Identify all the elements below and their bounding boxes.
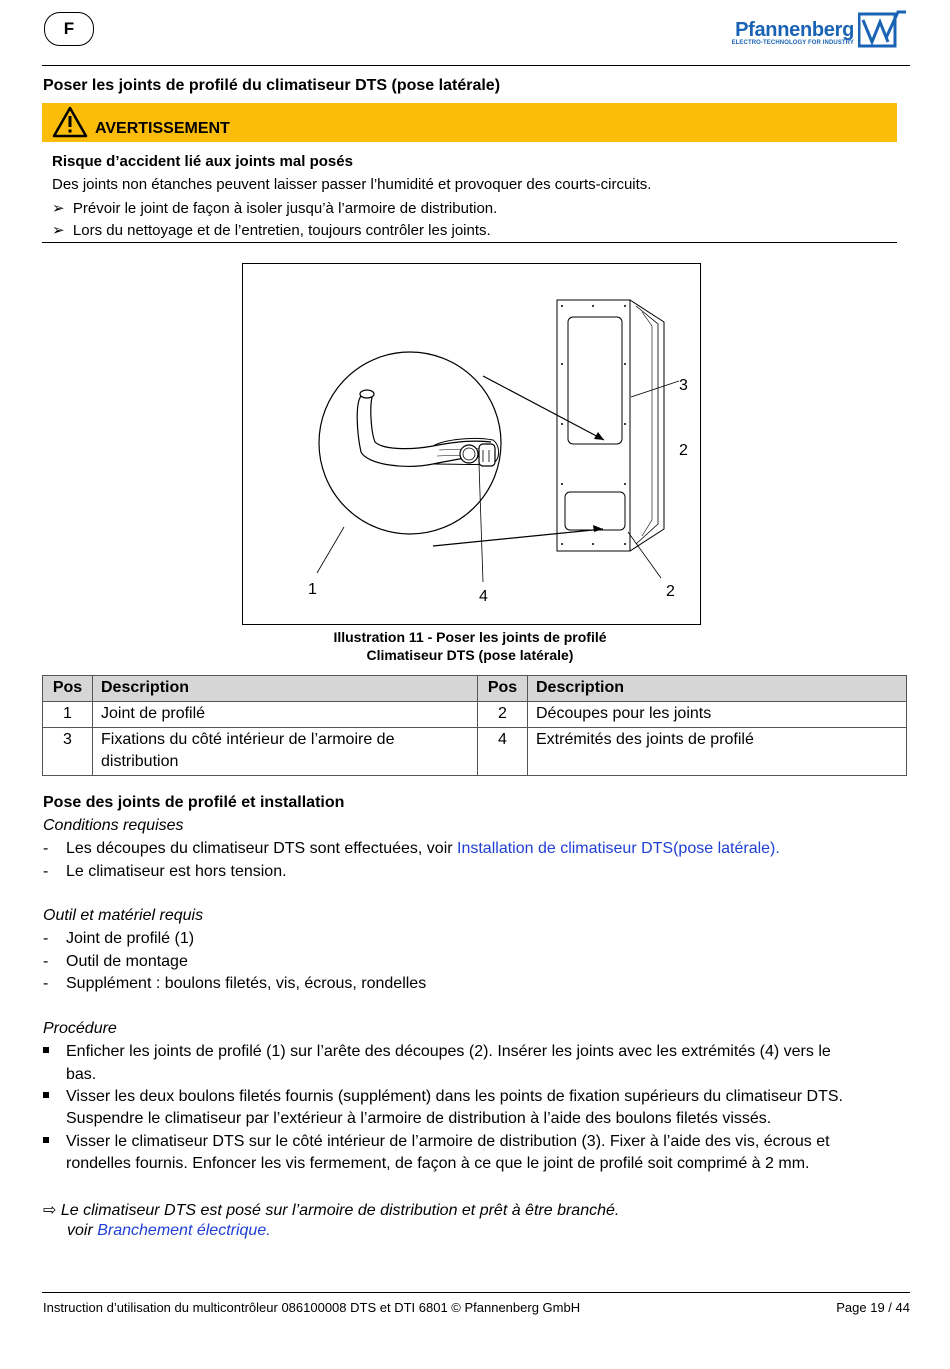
list-item: - Le climatiseur est hors tension. (43, 863, 287, 880)
callout-2: 2 (666, 583, 675, 600)
table-cell: 1 (43, 702, 93, 728)
pfannenberg-logo-icon (858, 8, 910, 48)
list-item: - Les découpes du climatiseur DTS sont effectuées, voir Installation de climatiseur DTS(pose latérale). (43, 840, 780, 857)
result-see: voir Branchement électrique. (67, 1222, 271, 1239)
list-item: - Outil de montage (43, 953, 188, 970)
warning-bullet: ➢ Lors du nettoyage et de l’entretien, toujours contrôler les joints. (52, 222, 491, 239)
install-dts-link[interactable]: Installation de climatiseur DTS(pose latérale). (457, 840, 780, 857)
callout-2: 2 (679, 442, 688, 459)
square-bullet-icon (43, 1047, 49, 1053)
arrow-bullet-icon: ➢ (52, 222, 65, 239)
table-header: Pos (43, 676, 93, 702)
arrow-bullet-icon: ➢ (52, 200, 65, 217)
figure-caption: Illustration 11 - Poser les joints de profilé (333, 629, 607, 645)
list-item: - Supplément : boulons filetés, vis, écrous, rondelles (43, 975, 427, 992)
warning-triangle-icon (52, 106, 88, 138)
figure-caption-sub: Climatiseur DTS (pose latérale) (366, 647, 574, 663)
warning-text: Des joints non étanches peuvent laisser passer l’humidité et provoquer des courts-circuits. (52, 176, 652, 193)
list-item: - Joint de profilé (1) (43, 930, 195, 947)
table-cell: Fixations du côté intérieur de l’armoire de distribution (93, 728, 478, 776)
result-arrow-icon: ⇨ (43, 1202, 57, 1219)
table-cell: 2 (478, 702, 528, 728)
table-header-row (43, 676, 907, 702)
illustration-frame (242, 263, 701, 625)
footer-divider (42, 1292, 910, 1293)
table-header: Description (528, 676, 907, 702)
procedure-step: Visser les deux boulons filetés fournis (supplément) dans les points de fixation supérieurs du climatiseur DTS. (43, 1088, 843, 1106)
callout-1: 1 (308, 581, 317, 598)
procedure-title: Procédure (43, 1020, 117, 1037)
callout-3: 3 (679, 377, 688, 394)
install-title: Pose des joints de profilé et installation (43, 794, 345, 811)
procedure-step-cont: rondelles fournis. Enfoncer les vis fermement, de façon à ce que le joint de profilé soit comprimé à 2 mm. (66, 1155, 810, 1172)
procedure-step-cont: Suspendre le climatiseur par l’extérieur à l’armoire de distribution à l’aide des boulons filetés vissés. (66, 1110, 772, 1127)
position-table (42, 675, 907, 776)
table-row (43, 702, 907, 728)
table-header: Pos (478, 676, 528, 702)
table-cell: 3 (43, 728, 93, 776)
table-cell: 4 (478, 728, 528, 776)
header-divider (42, 65, 910, 66)
conditions-title: Conditions requises (43, 817, 184, 834)
procedure-step-cont: bas. (66, 1066, 97, 1083)
warning-heading: Risque d’accident lié aux joints mal posés (52, 153, 353, 170)
result-line: ⇨ Le climatiseur DTS est posé sur l’armoire de distribution et prêt à être branché. (43, 1202, 620, 1219)
logo-name: Pfannenberg (735, 19, 854, 41)
warning-bullet: ➢ Prévoir le joint de façon à isoler jusqu’à l’armoire de distribution. (52, 200, 498, 217)
page-number: Page 19 / 44 (836, 1300, 910, 1315)
callout-4: 4 (479, 588, 488, 605)
tools-title: Outil et matériel requis (43, 907, 204, 924)
procedure-step: Enficher les joints de profilé (1) sur l’arête des découpes (2). Insérer les joints avec les extrémités (4) vers le (43, 1043, 831, 1061)
table-cell: Joint de profilé (93, 702, 478, 728)
branchement-link[interactable]: Branchement électrique. (97, 1222, 271, 1239)
warning-divider (42, 242, 897, 243)
square-bullet-icon (43, 1137, 49, 1143)
table-header: Description (93, 676, 478, 702)
table-cell: Découpes pour les joints (528, 702, 907, 728)
section-title: Poser les joints de profilé du climatiseur DTS (pose latérale) (43, 77, 501, 94)
procedure-step: Visser le climatiseur DTS sur le côté intérieur de l’armoire de distribution (3). Fixer à l’aide des vis, écrous et (43, 1133, 830, 1151)
language-badge: F (44, 12, 94, 46)
table-row (43, 728, 907, 776)
footer-text: Instruction d’utilisation du multicontrôleur 086100008 DTS et DTI 6801 © Pfannenberg GmbH (43, 1300, 581, 1315)
logo-tagline: ELECTRO-TECHNOLOGY FOR INDUSTRY (731, 40, 854, 46)
warning-label: AVERTISSEMENT (95, 120, 230, 137)
square-bullet-icon (43, 1092, 49, 1098)
table-cell: Extrémités des joints de profilé (528, 728, 907, 776)
seal-illustration (243, 264, 700, 624)
